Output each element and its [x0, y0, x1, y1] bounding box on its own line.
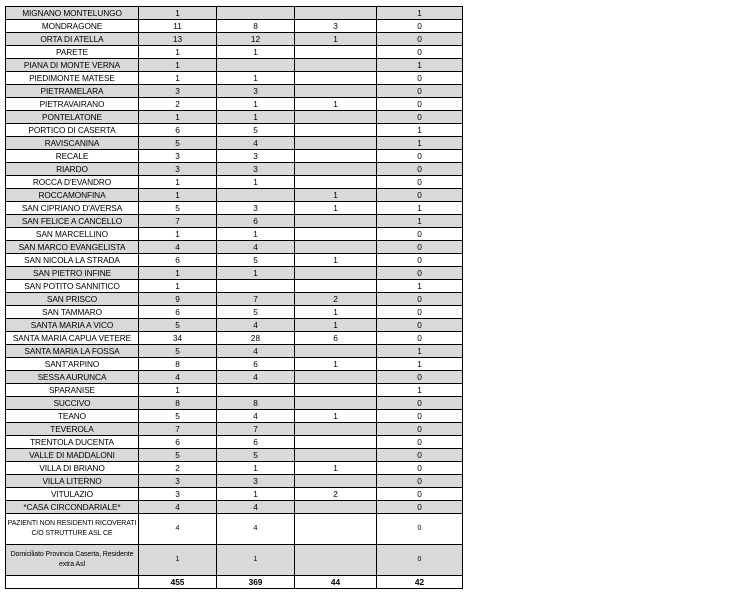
cases-col-4-cell: 0: [377, 306, 463, 319]
cases-col-4-cell: 1: [377, 384, 463, 397]
cases-col-4-cell: 1: [377, 345, 463, 358]
cases-total-cell: 1: [139, 59, 217, 72]
cases-col-4-cell: 1: [377, 124, 463, 137]
municipality-name-cell: VALLE DI MADDALONI: [6, 449, 139, 462]
municipality-name-cell: Domiciliato Provincia Caserta, Residente extra Asl: [6, 545, 139, 576]
cases-col-3-cell: [295, 228, 377, 241]
cases-col-4-cell: 1: [377, 137, 463, 150]
cases-col-3-cell: 2: [295, 488, 377, 501]
table-row: [6, 475, 463, 488]
municipality-name-cell: ROCCA D'EVANDRO: [6, 176, 139, 189]
total-cases-col-4-cell: 42: [377, 576, 463, 589]
cases-col-3-cell: [295, 545, 377, 576]
cases-total-cell: 3: [139, 475, 217, 488]
cases-col-3-cell: 1: [295, 254, 377, 267]
municipality-name-cell: ORTA DI ATELLA: [6, 33, 139, 46]
cases-total-cell: 1: [139, 545, 217, 576]
cases-total-cell: 6: [139, 306, 217, 319]
cases-col-4-cell: 1: [377, 202, 463, 215]
cases-total-cell: 1: [139, 228, 217, 241]
cases-col-4-cell: 0: [377, 449, 463, 462]
cases-col-2-cell: 1: [217, 267, 295, 280]
municipality-name-cell: SAN POTITO SANNITICO: [6, 280, 139, 293]
municipality-name-cell: PAZIENTI NON RESIDENTI RICOVERATI C/O STRUTTURE ASL CE: [6, 514, 139, 545]
cases-total-cell: 1: [139, 280, 217, 293]
cases-col-3-cell: 6: [295, 332, 377, 345]
total-cases-col-3-cell: 44: [295, 576, 377, 589]
municipality-name-cell: MIGNANO MONTELUNGO: [6, 7, 139, 20]
cases-col-2-cell: 12: [217, 33, 295, 46]
cases-col-2-cell: 3: [217, 202, 295, 215]
table-row: [6, 545, 463, 576]
cases-col-3-cell: [295, 72, 377, 85]
municipality-name-cell: SAN MARCO EVANGELISTA: [6, 241, 139, 254]
municipality-name-cell: RAVISCANINA: [6, 137, 139, 150]
cases-col-4-cell: 0: [377, 319, 463, 332]
table-row: [6, 72, 463, 85]
cases-total-cell: 9: [139, 293, 217, 306]
cases-col-2-cell: 5: [217, 124, 295, 137]
cases-col-2-cell: 1: [217, 228, 295, 241]
cases-total-cell: 6: [139, 436, 217, 449]
cases-total-cell: 1: [139, 46, 217, 59]
cases-total-cell: 3: [139, 85, 217, 98]
cases-col-2-cell: 4: [217, 371, 295, 384]
cases-col-4-cell: 0: [377, 85, 463, 98]
municipality-name-cell: PIETRAVAIRANO: [6, 98, 139, 111]
table-row: [6, 371, 463, 384]
cases-col-2-cell: 8: [217, 20, 295, 33]
cases-col-2-cell: 5: [217, 449, 295, 462]
table-row: [6, 280, 463, 293]
cases-total-cell: 5: [139, 345, 217, 358]
cases-total-cell: 1: [139, 72, 217, 85]
cases-col-3-cell: 2: [295, 293, 377, 306]
cases-col-2-cell: 4: [217, 410, 295, 423]
table-row: [6, 33, 463, 46]
cases-col-3-cell: [295, 137, 377, 150]
cases-col-2-cell: 3: [217, 163, 295, 176]
municipality-name-cell: SANTA MARIA CAPUA VETERE: [6, 332, 139, 345]
cases-col-4-cell: 1: [377, 280, 463, 293]
table-row: [6, 241, 463, 254]
cases-col-3-cell: [295, 514, 377, 545]
table-row: [6, 85, 463, 98]
cases-col-4-cell: 1: [377, 59, 463, 72]
municipality-name-cell: RIARDO: [6, 163, 139, 176]
municipality-name-cell: SAN PRISCO: [6, 293, 139, 306]
municipality-name-cell: TEANO: [6, 410, 139, 423]
table-row: [6, 163, 463, 176]
municipality-name-cell: PARETE: [6, 46, 139, 59]
table-row: [6, 215, 463, 228]
municipality-name-cell: MONDRAGONE: [6, 20, 139, 33]
covid-municipality-table: [5, 6, 463, 589]
cases-col-3-cell: [295, 280, 377, 293]
table-row: [6, 137, 463, 150]
cases-col-2-cell: [217, 189, 295, 202]
cases-col-2-cell: 4: [217, 345, 295, 358]
cases-col-2-cell: 6: [217, 215, 295, 228]
municipality-name-cell: SAN PIETRO INFINE: [6, 267, 139, 280]
cases-col-2-cell: 1: [217, 462, 295, 475]
cases-total-cell: 4: [139, 514, 217, 545]
cases-col-2-cell: 4: [217, 241, 295, 254]
cases-col-2-cell: [217, 59, 295, 72]
cases-col-2-cell: 3: [217, 475, 295, 488]
cases-total-cell: 11: [139, 20, 217, 33]
cases-col-4-cell: 0: [377, 462, 463, 475]
cases-col-2-cell: 1: [217, 46, 295, 59]
cases-col-2-cell: 8: [217, 397, 295, 410]
cases-col-2-cell: 1: [217, 176, 295, 189]
cases-total-cell: 1: [139, 7, 217, 20]
cases-col-2-cell: 4: [217, 319, 295, 332]
cases-col-3-cell: 3: [295, 20, 377, 33]
table-row: [6, 111, 463, 124]
table-row: [6, 189, 463, 202]
cases-col-2-cell: 6: [217, 358, 295, 371]
cases-col-3-cell: [295, 7, 377, 20]
cases-total-cell: 7: [139, 215, 217, 228]
cases-total-cell: 6: [139, 254, 217, 267]
municipality-name-cell: ROCCAMONFINA: [6, 189, 139, 202]
cases-col-2-cell: 7: [217, 293, 295, 306]
municipality-name-cell: SPARANISE: [6, 384, 139, 397]
table-row: [6, 7, 463, 20]
cases-col-3-cell: 1: [295, 202, 377, 215]
cases-col-4-cell: 0: [377, 293, 463, 306]
table-row: [6, 98, 463, 111]
municipality-name-cell: PONTELATONE: [6, 111, 139, 124]
table-row: [6, 410, 463, 423]
cases-col-3-cell: 1: [295, 319, 377, 332]
cases-col-4-cell: 0: [377, 150, 463, 163]
municipality-name-cell: PIANA DI MONTE VERNA: [6, 59, 139, 72]
cases-col-2-cell: 4: [217, 501, 295, 514]
municipality-name-cell: RECALE: [6, 150, 139, 163]
cases-col-3-cell: 1: [295, 33, 377, 46]
municipality-name-cell: VITULAZIO: [6, 488, 139, 501]
table-row: [6, 345, 463, 358]
cases-col-2-cell: 4: [217, 137, 295, 150]
cases-col-2-cell: 5: [217, 306, 295, 319]
cases-total-cell: 3: [139, 150, 217, 163]
cases-col-4-cell: 0: [377, 228, 463, 241]
cases-col-4-cell: 1: [377, 215, 463, 228]
cases-col-4-cell: 1: [377, 7, 463, 20]
municipality-name-cell: PORTICO DI CASERTA: [6, 124, 139, 137]
cases-col-3-cell: [295, 85, 377, 98]
cases-col-4-cell: 0: [377, 72, 463, 85]
cases-total-cell: 2: [139, 462, 217, 475]
cases-col-3-cell: [295, 176, 377, 189]
municipality-name-cell: SESSA AURUNCA: [6, 371, 139, 384]
cases-col-2-cell: 28: [217, 332, 295, 345]
cases-col-4-cell: 0: [377, 514, 463, 545]
cases-col-2-cell: 1: [217, 488, 295, 501]
municipality-name-cell: SAN FELICE A CANCELLO: [6, 215, 139, 228]
cases-col-3-cell: 1: [295, 462, 377, 475]
cases-col-2-cell: [217, 384, 295, 397]
cases-total-cell: 8: [139, 358, 217, 371]
cases-total-cell: 4: [139, 501, 217, 514]
cases-col-4-cell: 1: [377, 358, 463, 371]
cases-col-2-cell: 1: [217, 98, 295, 111]
cases-col-2-cell: 4: [217, 514, 295, 545]
cases-total-cell: 5: [139, 410, 217, 423]
cases-col-3-cell: [295, 163, 377, 176]
total-municipality-name-cell: [6, 576, 139, 589]
municipality-name-cell: SANTA MARIA A VICO: [6, 319, 139, 332]
cases-col-4-cell: 0: [377, 189, 463, 202]
cases-col-3-cell: [295, 423, 377, 436]
cases-total-cell: 1: [139, 189, 217, 202]
cases-col-4-cell: 0: [377, 436, 463, 449]
cases-col-4-cell: 0: [377, 545, 463, 576]
table-row: [6, 319, 463, 332]
cases-col-4-cell: 0: [377, 423, 463, 436]
table-row: [6, 293, 463, 306]
total-cases-col-2-cell: 369: [217, 576, 295, 589]
cases-total-cell: 7: [139, 423, 217, 436]
cases-col-2-cell: 7: [217, 423, 295, 436]
cases-col-3-cell: 1: [295, 189, 377, 202]
cases-total-cell: 3: [139, 163, 217, 176]
table-row: [6, 59, 463, 72]
cases-col-4-cell: 0: [377, 46, 463, 59]
cases-total-cell: 13: [139, 33, 217, 46]
cases-col-3-cell: [295, 397, 377, 410]
cases-total-cell: 5: [139, 137, 217, 150]
table-row: [6, 124, 463, 137]
table-row: [6, 423, 463, 436]
table-row: [6, 397, 463, 410]
cases-col-4-cell: 0: [377, 98, 463, 111]
cases-col-2-cell: 3: [217, 85, 295, 98]
municipality-name-cell: *CASA CIRCONDARIALE*: [6, 501, 139, 514]
table-row: [6, 267, 463, 280]
cases-col-3-cell: [295, 436, 377, 449]
cases-col-3-cell: [295, 150, 377, 163]
cases-total-cell: 8: [139, 397, 217, 410]
cases-col-2-cell: 3: [217, 150, 295, 163]
table-row: [6, 46, 463, 59]
table-row: [6, 306, 463, 319]
cases-col-3-cell: [295, 124, 377, 137]
cases-col-4-cell: 0: [377, 501, 463, 514]
table-row: [6, 449, 463, 462]
cases-col-3-cell: [295, 46, 377, 59]
municipality-name-cell: SANT'ARPINO: [6, 358, 139, 371]
cases-col-4-cell: 0: [377, 163, 463, 176]
table-row: [6, 228, 463, 241]
municipality-name-cell: SUCCIVO: [6, 397, 139, 410]
cases-total-cell: 1: [139, 176, 217, 189]
cases-col-3-cell: [295, 241, 377, 254]
municipality-name-cell: SAN NICOLA LA STRADA: [6, 254, 139, 267]
table-row: [6, 501, 463, 514]
cases-col-4-cell: 0: [377, 254, 463, 267]
table-row: [6, 150, 463, 163]
table-row: [6, 462, 463, 475]
municipality-name-cell: TRENTOLA DUCENTA: [6, 436, 139, 449]
municipality-name-cell: PIETRAMELARA: [6, 85, 139, 98]
cases-total-cell: 1: [139, 384, 217, 397]
table-row: [6, 514, 463, 545]
cases-col-4-cell: 0: [377, 410, 463, 423]
cases-col-2-cell: 1: [217, 545, 295, 576]
cases-col-2-cell: 1: [217, 111, 295, 124]
cases-col-4-cell: 0: [377, 332, 463, 345]
cases-col-3-cell: [295, 501, 377, 514]
cases-col-3-cell: [295, 215, 377, 228]
cases-col-4-cell: 0: [377, 488, 463, 501]
cases-total-cell: 4: [139, 371, 217, 384]
cases-col-4-cell: 0: [377, 111, 463, 124]
cases-col-4-cell: 0: [377, 33, 463, 46]
total-cases-total-cell: 455: [139, 576, 217, 589]
cases-col-3-cell: 1: [295, 358, 377, 371]
table-body: [6, 7, 463, 589]
cases-col-3-cell: [295, 371, 377, 384]
cases-total-cell: 6: [139, 124, 217, 137]
cases-total-cell: 1: [139, 111, 217, 124]
cases-col-2-cell: 1: [217, 72, 295, 85]
table-row: [6, 436, 463, 449]
table-row: [6, 488, 463, 501]
cases-total-cell: 5: [139, 202, 217, 215]
cases-total-cell: 1: [139, 267, 217, 280]
table-row: [6, 384, 463, 397]
cases-col-4-cell: 0: [377, 176, 463, 189]
cases-col-4-cell: 0: [377, 267, 463, 280]
municipality-name-cell: VILLA LITERNO: [6, 475, 139, 488]
cases-col-3-cell: [295, 267, 377, 280]
cases-col-4-cell: 0: [377, 20, 463, 33]
cases-col-3-cell: 1: [295, 98, 377, 111]
table-row: [6, 202, 463, 215]
cases-total-cell: 34: [139, 332, 217, 345]
cases-col-3-cell: [295, 111, 377, 124]
table-row: [6, 332, 463, 345]
cases-col-4-cell: 0: [377, 397, 463, 410]
municipality-name-cell: SAN TAMMARO: [6, 306, 139, 319]
cases-total-cell: 4: [139, 241, 217, 254]
cases-col-4-cell: 0: [377, 371, 463, 384]
cases-total-cell: 3: [139, 488, 217, 501]
municipality-name-cell: PIEDIMONTE MATESE: [6, 72, 139, 85]
cases-total-cell: 5: [139, 449, 217, 462]
cases-col-4-cell: 0: [377, 475, 463, 488]
municipality-name-cell: VILLA DI BRIANO: [6, 462, 139, 475]
cases-col-3-cell: [295, 345, 377, 358]
cases-col-3-cell: [295, 475, 377, 488]
cases-col-3-cell: 1: [295, 410, 377, 423]
table-row: [6, 176, 463, 189]
cases-col-2-cell: [217, 7, 295, 20]
municipality-name-cell: SAN CIPRIANO D'AVERSA: [6, 202, 139, 215]
cases-col-4-cell: 0: [377, 241, 463, 254]
cases-col-3-cell: [295, 449, 377, 462]
municipality-name-cell: SAN MARCELLINO: [6, 228, 139, 241]
municipality-name-cell: SANTA MARIA LA FOSSA: [6, 345, 139, 358]
municipality-name-cell: TEVEROLA: [6, 423, 139, 436]
table-row: [6, 254, 463, 267]
cases-col-2-cell: 6: [217, 436, 295, 449]
cases-col-3-cell: 1: [295, 306, 377, 319]
cases-total-cell: 5: [139, 319, 217, 332]
cases-col-2-cell: 5: [217, 254, 295, 267]
cases-total-cell: 2: [139, 98, 217, 111]
cases-col-2-cell: [217, 280, 295, 293]
table-row: [6, 358, 463, 371]
cases-col-3-cell: [295, 59, 377, 72]
totals-row: [6, 576, 463, 589]
cases-col-3-cell: [295, 384, 377, 397]
table-row: [6, 20, 463, 33]
